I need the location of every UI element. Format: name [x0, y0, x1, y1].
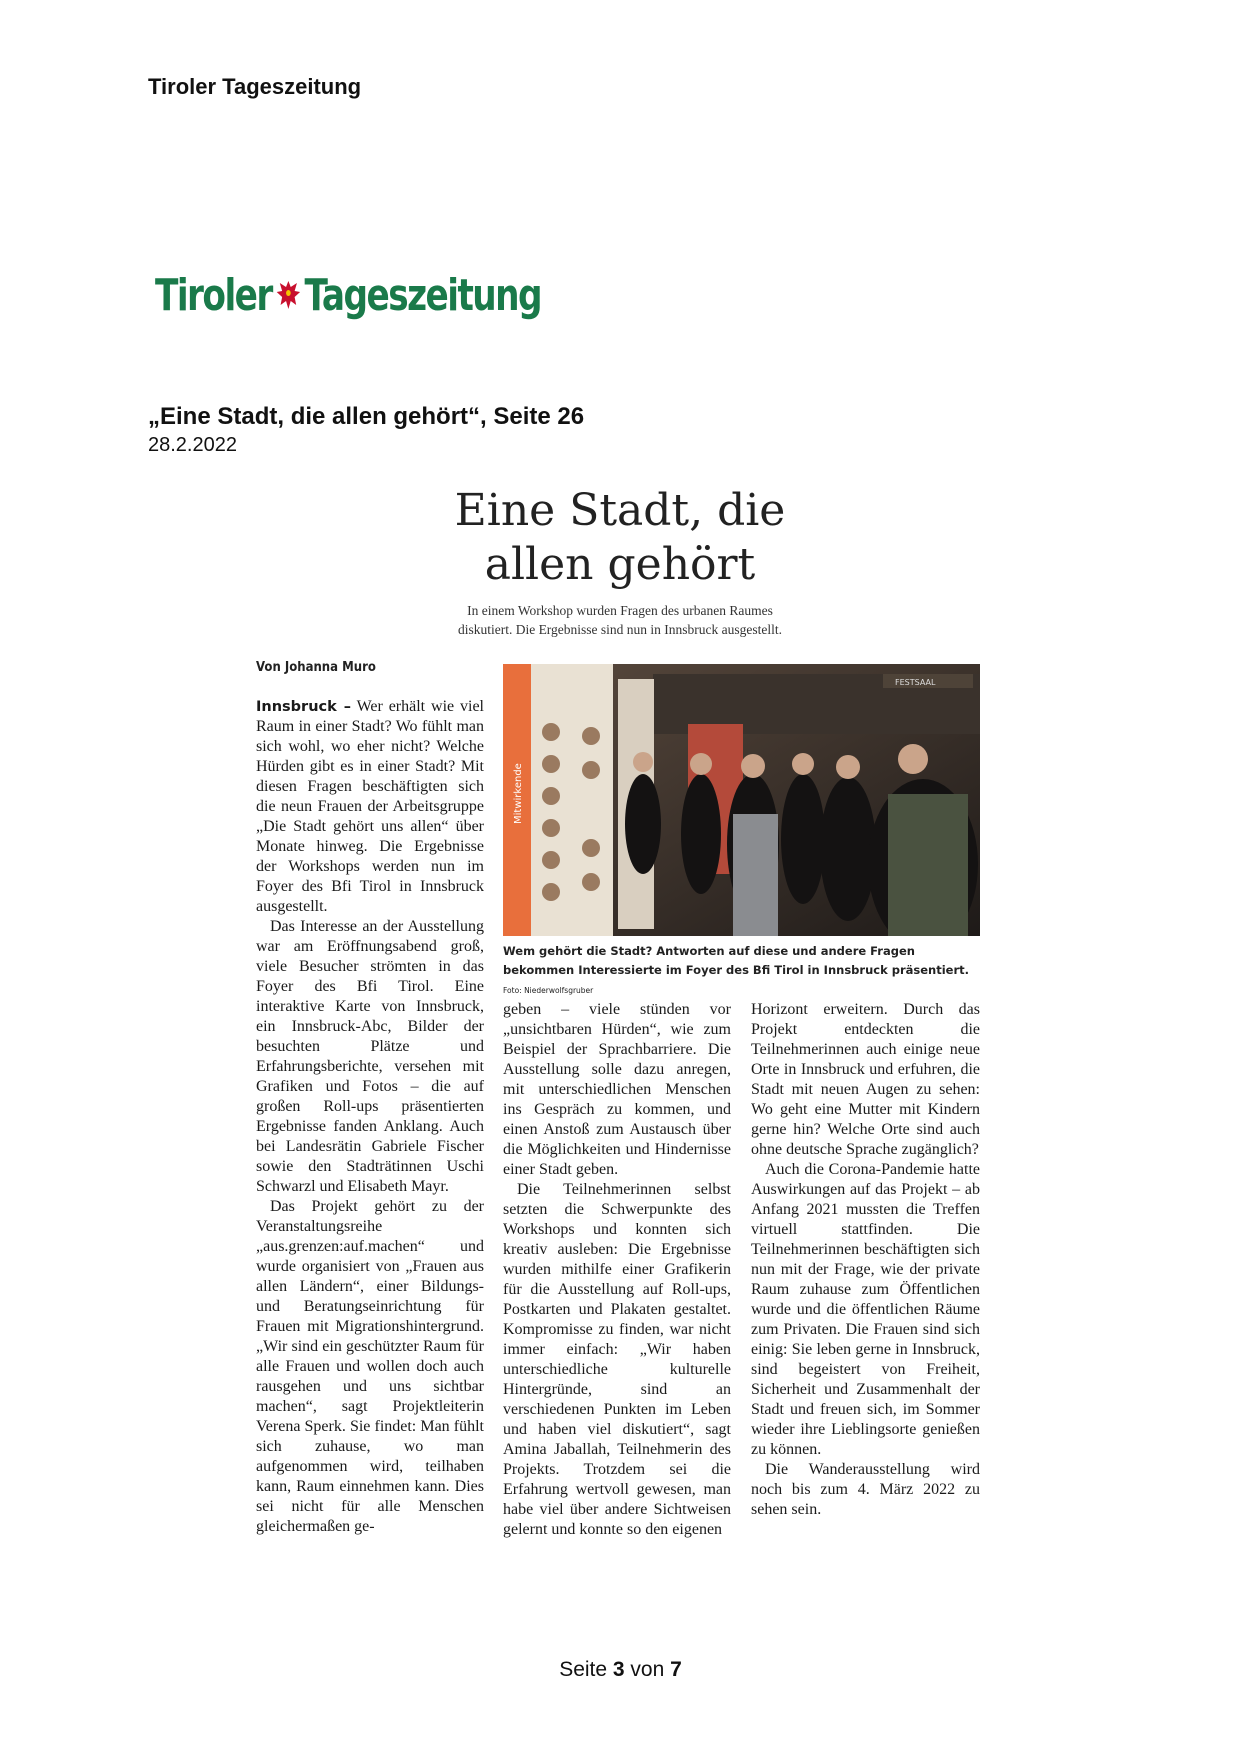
clip-title: „Eine Stadt, die allen gehört“, Seite 26	[148, 403, 585, 430]
headline-line-1: Eine Stadt, die	[454, 485, 786, 536]
logo-left-word: Tiroler	[155, 269, 272, 321]
photo-caption	[503, 942, 980, 1000]
article-photo	[503, 664, 980, 936]
subhead-line-1: In einem Workshop wurden Fragen des urbanen Raumes	[467, 603, 773, 618]
document-header-title: Tiroler Tageszeitung	[148, 74, 362, 99]
caption-text: Wem gehört die Stadt? Antworten auf diese und andere Fragen bekommen Interessierte im Foyer des Bfi Tirol in Innsbruck präsentiert.	[503, 944, 969, 977]
total-page-number: 7	[670, 1658, 682, 1681]
article-paragraph: Horizont erweitern. Durch das Projekt entdeckten die Teilnehmerinnen auch einige neue Orte in Innsbruck und erfuhren, die Stadt mit neuen Augen zu sehen: Wo geht eine Mutter mit Kindern gerne hin? Welche Orte sind auch ohne deutsche Sprache zugänglich?	[751, 1001, 980, 1158]
tyrolean-eagle-icon	[275, 278, 302, 312]
exhibition-photo-illustration	[503, 664, 980, 936]
logo-right-word: Tageszeitung	[304, 269, 542, 321]
current-page-number: 3	[612, 1658, 625, 1681]
article-headline	[400, 484, 840, 592]
clip-date: 28.2.2022	[148, 434, 237, 456]
article-subhead	[420, 601, 820, 639]
photo-banner-text: Mitwirkende	[513, 763, 524, 824]
article-paragraph: Die Wanderausstellung wird noch bis zum 4. März 2022 zu sehen sein.	[751, 1461, 980, 1518]
article-column-1	[256, 697, 484, 1537]
article-paragraph: Das Projekt gehört zu der Veranstaltungsreihe „aus.grenzen:auf.machen“ und wurde organisiert von „Frauen aus allen Ländern“, einer Bildungs- und Beratungseinrichtung für Frauen mit Migrationshintergrund. „Wir sind ein geschützter Raum für alle Frauen und wollen doch auch rausgehen und uns sichtbar machen“, sagt Projektleiterin Verena Sperk. Sie findet: Man fühlt sich zuhause, wo man aufgenommen wird, teilhaben kann, Raum einnehmen kann. Dies sei nicht für alle Menschen gleichermaßen ge-	[256, 1198, 484, 1535]
article-column-2	[503, 1000, 731, 1540]
article-paragraph: Die Teilnehmerinnen selbst setzten die Schwerpunkte des Workshops und konnten sich kreativ ausleben: Die Ergebnisse wurden mithilfe einer Grafikerin für die Ausstellung auf Roll-ups, Postkarten und Plakaten gestaltet. Kompromisse zu finden, war nicht immer einfach: „Wir haben unterschiedliche kulturelle Hintergründe, sind an verschiedenen Punkten im Leben und haben viel diskutiert“, sagt Amina Jaballah, Teilnehmerin des Projekts. Trotzdem sei die Erfahrung wertvoll gewesen, man habe viel über andere Sichtweisen gelernt und konnte so den eigenen	[503, 1181, 731, 1538]
article-dateline: Innsbruck –	[256, 699, 351, 715]
page-number-footer: Seite 3 von 7	[559, 1658, 682, 1681]
photo-sign-text: FESTSAAL	[895, 678, 936, 687]
article-author: Von Johanna Muro	[256, 660, 376, 675]
article-paragraph: Das Interesse an der Ausstellung war am Eröffnungsabend groß, viele Besucher strömten in das Foyer des Bfi Tirol. Eine interaktive Karte von Innsbruck, ein Innsbruck-Abc, Bilder der besuchten Plätze und Erfahrungsberichte, versehen mit Grafiken und Fotos – die auf großen Roll-ups präsentierten Ergebnisse fanden Anklang. Auch bei Landesrätin Gabriele Fischer sowie den Stadträtinnen Uschi Schwarzl und Elisabeth Mayr.	[256, 918, 484, 1195]
article-paragraph: Innsbruck – Wer erhält wie viel Raum in einer Stadt? Wo fühlt man sich wohl, wo eher nicht? Welche Hürden gibt es in einer Stadt? Mit diesen Fragen beschäftigten sich die neun Frauen der Arbeitsgruppe „Die Stadt gehört uns allen“ über Monate hinweg. Die Ergebnisse der Workshops werden nun im Foyer des Bfi Tirol in Innsbruck ausgestellt.	[256, 698, 484, 915]
article-paragraph: Auch die Corona-Pandemie hatte Auswirkungen auf das Projekt – ab Anfang 2021 mussten die Treffen virtuell stattfinden. Die Teilnehmerinnen beschäftigten sich nun mit der Frage, wie der private Raum zuhause zum Öffentlichen wurde und die öffentlichen Räume zum Privaten. Die Frauen sind sich einig: Sie leben gerne in Innsbruck, sind begeistert von Freiheit, Sicherheit und Zusammenhalt der Stadt und freuen sich, im Sommer wieder ihre Lieblingsorte genießen zu können.	[751, 1161, 980, 1458]
newspaper-logo	[155, 268, 541, 322]
article-column-3	[751, 1000, 980, 1520]
subhead-line-2: diskutiert. Die Ergebnisse sind nun in Innsbruck ausgestellt.	[457, 622, 783, 637]
photo-credit: Foto: Niederwolfsgruber	[503, 986, 594, 995]
headline-line-2: allen gehört	[484, 539, 756, 590]
article-paragraph: geben – viele stünden vor „unsichtbaren Hürden“, wie zum Beispiel der Sprachbarriere. Die Ausstellung solle dazu anregen, mit unterschiedlichen Menschen ins Gespräch zu kommen, und einen Anstoß zum Austausch über die Möglichkeiten und Hindernisse einer Stadt geben.	[503, 1001, 731, 1178]
